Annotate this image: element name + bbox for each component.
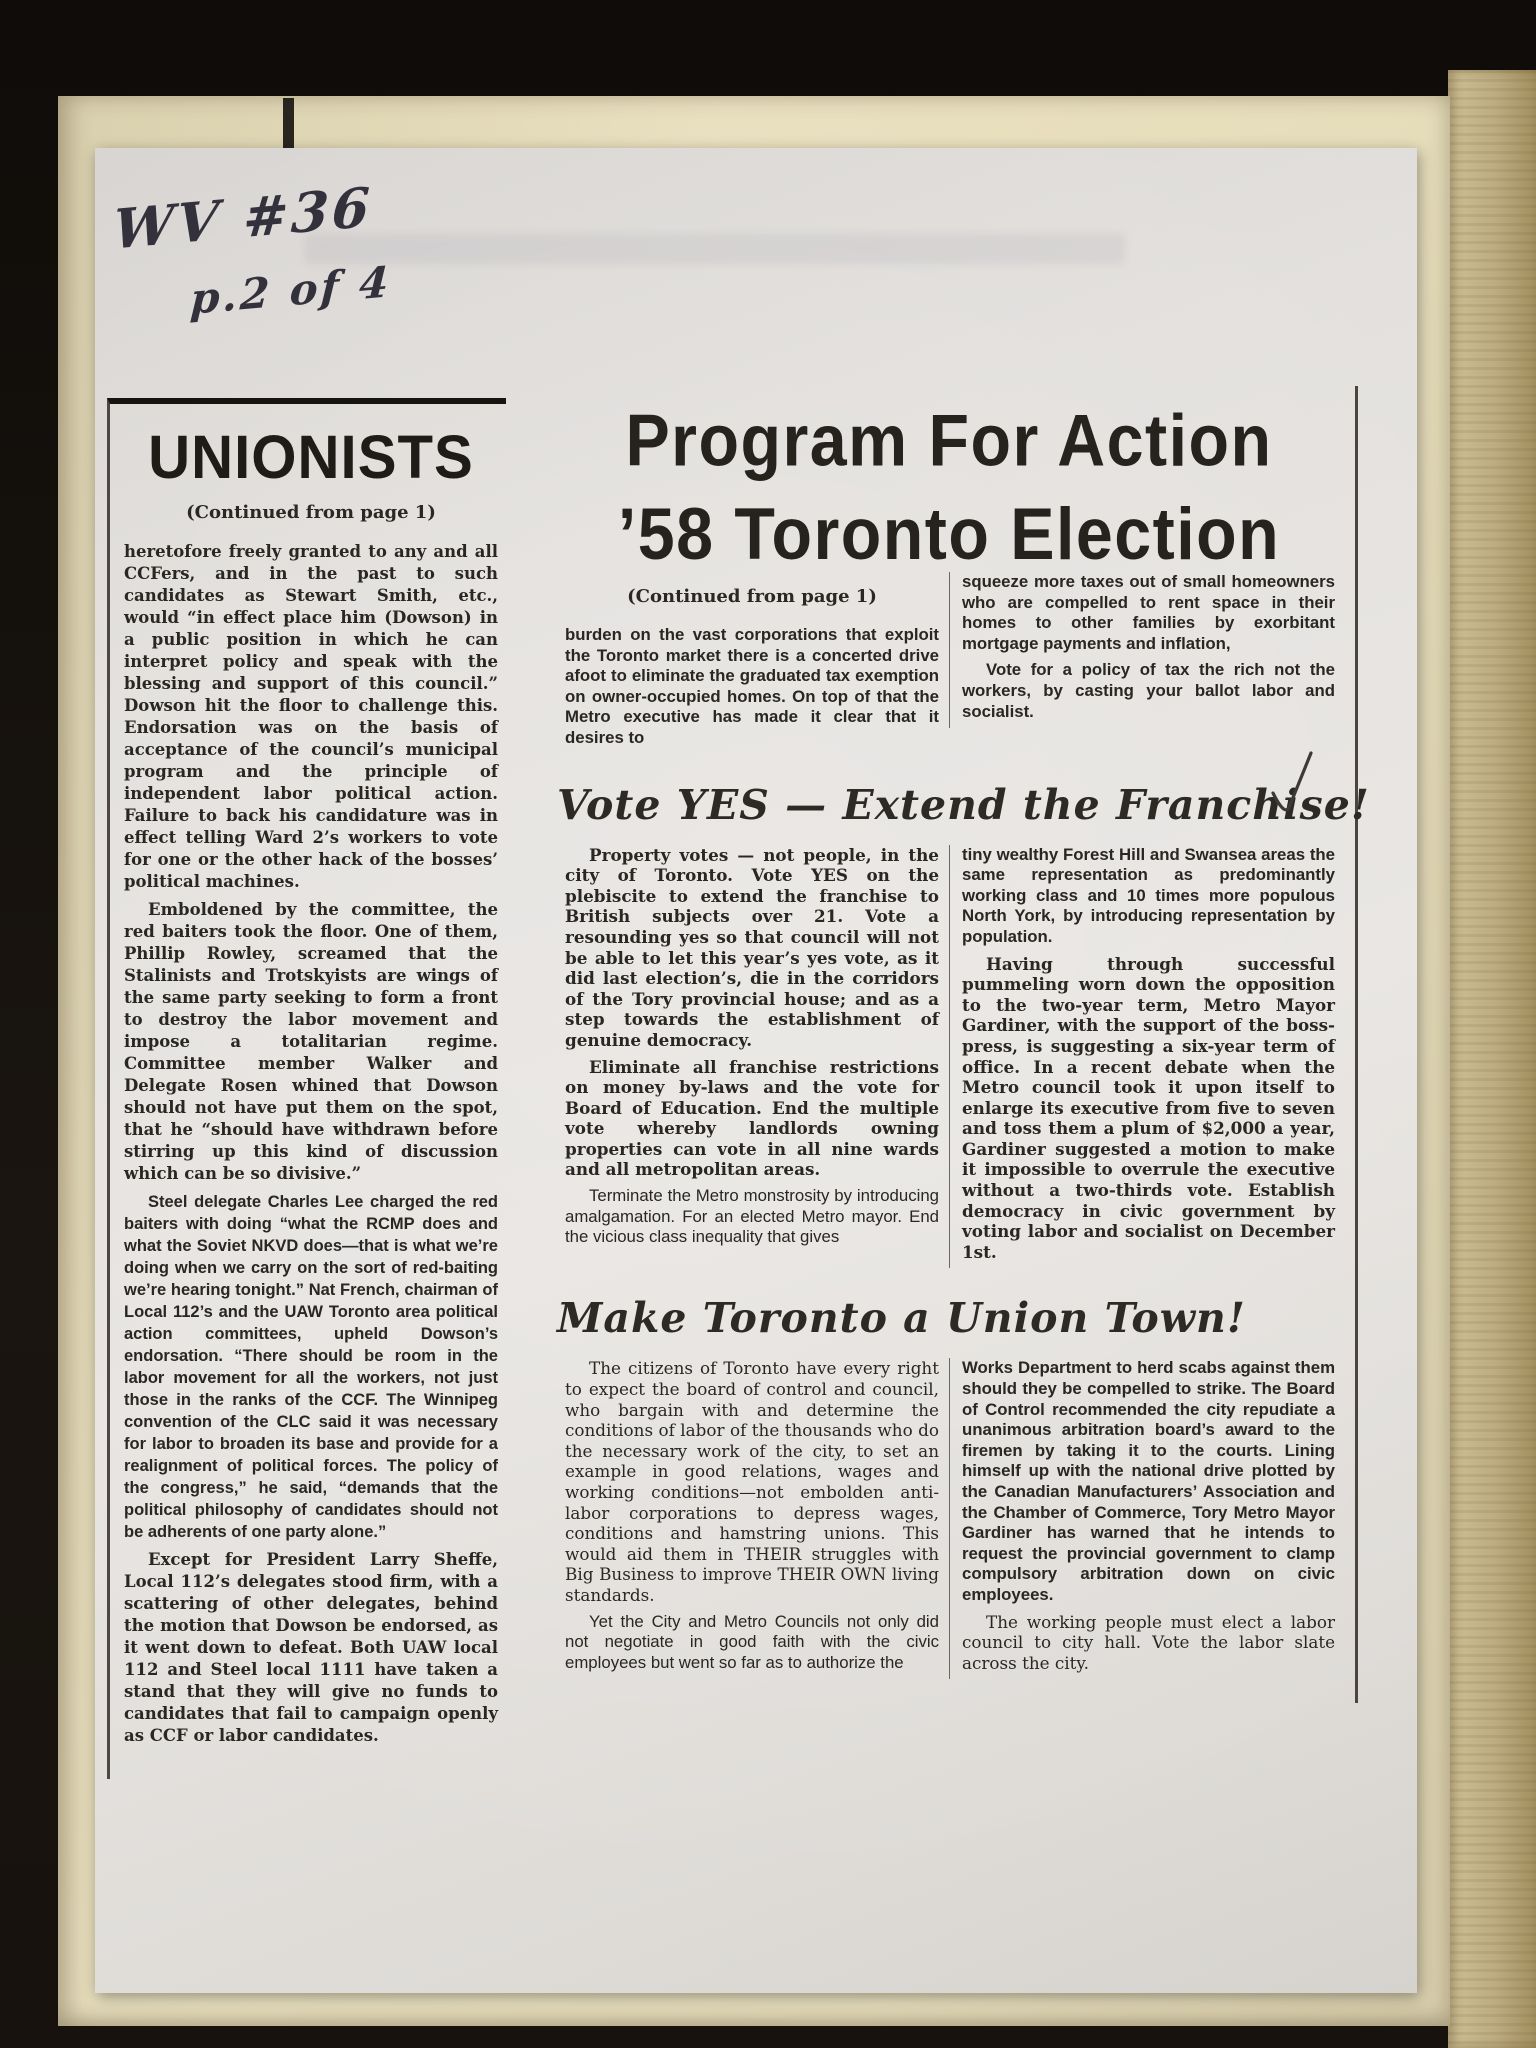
article-paragraph: Property votes — not people, in the city of Toronto. Vote YES on the plebiscite to extend the franchise to British subjects over 21. Vote a resounding yes so that council will not be able to let this year’s yes vote, as it did last election’s, die in the corridors of the Tory provincial house; and as a step towards the establishment of genuine democracy. (565, 844, 939, 1050)
unionists-headline: UNIONISTS (148, 423, 474, 493)
article-paragraph: Terminate the Metro monstrosity by introducing amalgamation. For an elected Metro mayor. End the vicious class inequality that gives (565, 1186, 939, 1247)
article-paragraph: Eliminate all franchise restrictions on money by-laws and the vote for Board of Education. End the multiple vote whereby landlords owning properties can vote in all nine wards and all metropolitan areas. (565, 1056, 939, 1180)
handwritten-page-number: p.2 of 4 (189, 257, 393, 324)
section-heading-vote-yes: Vote YES — Extend the Franchise! (557, 781, 1345, 829)
main-headline-line2: ’58 Toronto Election (617, 493, 1281, 576)
union-town-columns (553, 1358, 1345, 1679)
clipping-program-for-action (553, 386, 1370, 1703)
clipping-unionists (107, 398, 506, 1779)
book-page-edges (1448, 70, 1536, 2048)
section-heading-union-town: Make Toronto a Union Town! (557, 1294, 1246, 1343)
continued-from-page-note: (Continued from page 1) (186, 502, 436, 523)
photocopy-sheet (95, 148, 1417, 1993)
article-paragraph: Except for President Larry Sheffe, Local 112’s delegates stood firm, with a scattering of other delegates, behind the motion that Dowson be endorsed, as it went down to defeat. Both UAW local 112 and Steel local 1111 have taken a stand that they will give no funds to candidates that fail to campaign openly as CCF or labor candidates. (124, 1550, 498, 1745)
main-headline-line1: Program For Action (625, 399, 1273, 482)
handwritten-checkmark-icon (1267, 747, 1319, 821)
vote-yes-column-right (949, 845, 1345, 1269)
intro-column-left (553, 572, 949, 755)
article-paragraph: Having through successful pummeling worn down the opposition to the two-year term, Metro Mayor Gardiner, with the support of the boss-press, is suggesting a six-year term of office. In a recent debate when the Metro council took it upon itself to enlarge its executive from five to seven and toss them a plum of $2,000 a year, Gardiner suggested a motion to make it impossible to overrule the executive without a two-thirds vote. Establish democracy in civic government by voting labor and socialist on December 1st. (962, 953, 1335, 1262)
vote-yes-columns (553, 845, 1345, 1269)
article-paragraph: burden on the vast corporations that exploit the Toronto market there is a concerted drive afoot to eliminate the graduated tax exemption on owner-occupied homes. On top of that the Metro executive has made it clear that it desires to (565, 625, 939, 747)
main-headline (557, 394, 1341, 581)
intro-columns (553, 572, 1345, 755)
union-town-column-right (949, 1358, 1345, 1679)
intro-column-right (949, 572, 1345, 728)
article-paragraph: squeeze more taxes out of small homeowners who are compelled to rent space in their homes to other families by exorbitant mortgage payments and inflation, (962, 572, 1335, 653)
article-paragraph: tiny wealthy Forest Hill and Swansea areas the same representation as predominantly working class and 10 times more populous North York, by introducing representation by population. (962, 844, 1335, 946)
article-paragraph: heretofore freely granted to any and all CCFers, and in the past to such candidates as Stewart Smith, etc., would “in effect place him (Dowson) in a public position in which he can interpret policy and speak with the blessing and support of this council.” Dowson hit the floor to challenge this. Endorsation was on the basis of acceptance of the council’s municipal program and the principle of independent labor political action. Failure to back his candidature was in effect telling Ward 2’s workers to vote for one or the other hack of the bosses’ political machines. (124, 542, 498, 891)
article-paragraph: Works Department to herd scabs against them should they be compelled to strike. The Board of Control recommended the city repudiate a unanimous arbitration board’s award to the firemen by taking it to the courts. Lining himself up with the national drive plotted by the Canadian Manufacturers’ Association and the Chamber of Commerce, Tory Metro Mayor Gardiner has warned that he intends to request the provincial government to clamp compulsory arbitration down on civic employees. (962, 1358, 1335, 1604)
union-town-column-left (553, 1358, 949, 1679)
handwritten-code: WV #36 (111, 174, 374, 262)
article-paragraph: Vote for a policy of tax the rich not the workers, by casting your ballot labor and socialist. (962, 660, 1335, 721)
article-paragraph: Yet the City and Metro Councils not only did not negotiate in good faith with the civic employees but went so far as to authorize the (565, 1611, 939, 1672)
ink-bleed-ghost (305, 234, 1125, 264)
article-paragraph: The working people must elect a labor council to city hall. Vote the labor slate across the city. (962, 1611, 1335, 1673)
vote-yes-column-left (553, 845, 949, 1254)
article-paragraph: The citizens of Toronto have every right to expect the board of control and council, who bargain with and determine the conditions of labor of the thousands who do the necessary work of the city, to set an example in good relations, wages and working conditions—not embolden anti-labor corporations to depress wages, conditions and hamstring unions. This would aid them in THEIR struggles with Big Business to improve THEIR OWN living standards. (565, 1358, 939, 1605)
continued-from-page-note: (Continued from page 1) (627, 586, 877, 607)
article-paragraph: Steel delegate Charles Lee charged the red baiters with doing “what the RCMP does and what the Soviet NKVD does—that is what we’re doing when we carry on the sort of red-baiting we’re hearing tonight.” Nat French, chairman of Local 112’s and the UAW Toronto area political action committees, upheld Dowson’s endorsation. “There should be room in the labor movement for all the workers, not just those in the ranks of the CCF. The Winnipeg convention of the CLC said it was necessary for labor to broaden its base and provide for a realignment of political forces. The policy of the congress,” he said, “demands that the political philosophy of candidates should not be adherents of one party alone.” (124, 1193, 498, 1541)
article-paragraph: Emboldened by the committee, the red baiters took the floor. One of them, Phillip Rowley, screamed that the Stalinists and Trotskyists are wings of the same party seeking to form a front to destroy the labor movement and impose a totalitarian regime. Committee member Walker and Delegate Rosen whined that Dowson should not have put them on the spot, that he “should have withdrawn before stirring up this kind of discussion which can be so divisive.” (124, 900, 498, 1183)
